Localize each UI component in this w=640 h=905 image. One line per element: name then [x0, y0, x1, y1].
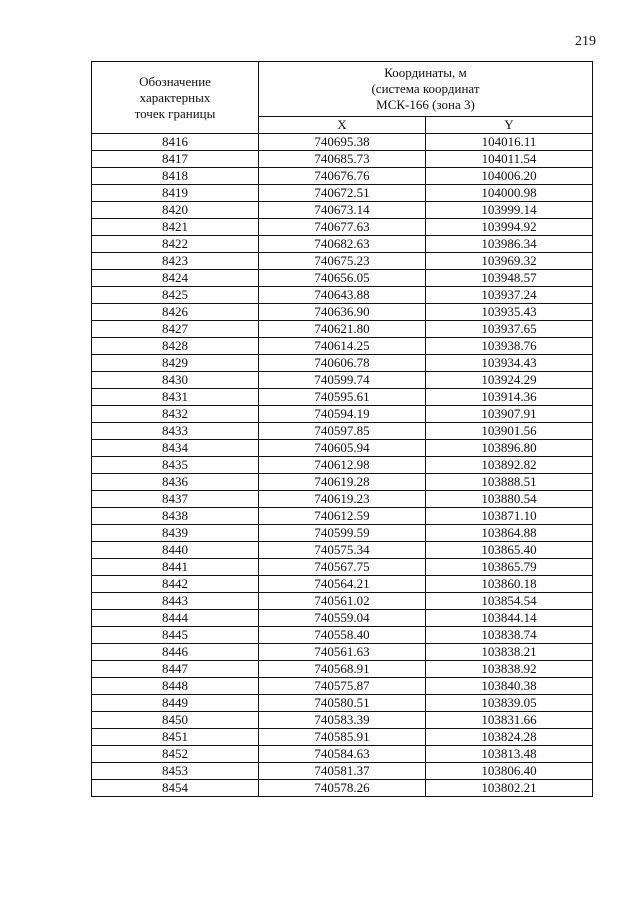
- y-coordinate-cell: 103948.57: [426, 270, 593, 287]
- y-coordinate-cell: 103994.92: [426, 219, 593, 236]
- point-id-cell: 8441: [92, 559, 259, 576]
- y-coordinate-cell: 103860.18: [426, 576, 593, 593]
- table-row: [92, 372, 593, 389]
- table-row: [92, 338, 593, 355]
- table-row: [92, 321, 593, 338]
- x-coordinate-cell: 740614.25: [259, 338, 426, 355]
- y-coordinate-cell: 103892.82: [426, 457, 593, 474]
- y-coordinate-cell: 104016.11: [426, 134, 593, 151]
- x-coordinate-cell: 740599.74: [259, 372, 426, 389]
- y-coordinate-cell: 103937.65: [426, 321, 593, 338]
- y-coordinate-cell: 103986.34: [426, 236, 593, 253]
- x-coordinate-cell: 740677.63: [259, 219, 426, 236]
- table-row: [92, 525, 593, 542]
- point-id-cell: 8422: [92, 236, 259, 253]
- table-row: [92, 270, 593, 287]
- table-row: [92, 287, 593, 304]
- point-id-cell: 8450: [92, 712, 259, 729]
- y-coordinate-cell: 103914.36: [426, 389, 593, 406]
- table-row: [92, 406, 593, 423]
- table-row: [92, 610, 593, 627]
- table-row: [92, 202, 593, 219]
- table-row: [92, 746, 593, 763]
- x-coordinate-cell: 740619.28: [259, 474, 426, 491]
- y-coordinate-cell: 103839.05: [426, 695, 593, 712]
- y-coordinate-cell: 103838.92: [426, 661, 593, 678]
- header-y: Y: [426, 117, 593, 134]
- table-body: [92, 134, 593, 797]
- x-coordinate-cell: 740612.59: [259, 508, 426, 525]
- point-id-cell: 8444: [92, 610, 259, 627]
- y-coordinate-cell: 103938.76: [426, 338, 593, 355]
- y-coordinate-cell: 103999.14: [426, 202, 593, 219]
- point-id-cell: 8428: [92, 338, 259, 355]
- table-header-row: [92, 62, 593, 117]
- table-row: [92, 644, 593, 661]
- page-number: 219: [575, 34, 596, 49]
- x-coordinate-cell: 740605.94: [259, 440, 426, 457]
- x-coordinate-cell: 740585.91: [259, 729, 426, 746]
- x-coordinate-cell: 740595.61: [259, 389, 426, 406]
- table-row: [92, 491, 593, 508]
- point-id-cell: 8440: [92, 542, 259, 559]
- y-coordinate-cell: 103854.54: [426, 593, 593, 610]
- x-coordinate-cell: 740561.02: [259, 593, 426, 610]
- x-coordinate-cell: 740673.14: [259, 202, 426, 219]
- y-coordinate-cell: 103880.54: [426, 491, 593, 508]
- table-row: [92, 559, 593, 576]
- x-coordinate-cell: 740578.26: [259, 780, 426, 797]
- point-id-cell: 8445: [92, 627, 259, 644]
- x-coordinate-cell: 740575.87: [259, 678, 426, 695]
- y-coordinate-cell: 103864.88: [426, 525, 593, 542]
- x-coordinate-cell: 740675.23: [259, 253, 426, 270]
- x-coordinate-cell: 740597.85: [259, 423, 426, 440]
- point-id-cell: 8420: [92, 202, 259, 219]
- point-id-cell: 8432: [92, 406, 259, 423]
- table-row: [92, 236, 593, 253]
- y-coordinate-cell: 103934.43: [426, 355, 593, 372]
- x-coordinate-cell: 740643.88: [259, 287, 426, 304]
- y-coordinate-cell: 103813.48: [426, 746, 593, 763]
- x-coordinate-cell: 740575.34: [259, 542, 426, 559]
- table-row: [92, 389, 593, 406]
- y-coordinate-cell: 103802.21: [426, 780, 593, 797]
- x-coordinate-cell: 740567.75: [259, 559, 426, 576]
- y-coordinate-cell: 103844.14: [426, 610, 593, 627]
- point-id-cell: 8423: [92, 253, 259, 270]
- y-coordinate-cell: 103935.43: [426, 304, 593, 321]
- point-id-cell: 8431: [92, 389, 259, 406]
- table-row: [92, 661, 593, 678]
- x-coordinate-cell: 740561.63: [259, 644, 426, 661]
- x-coordinate-cell: 740599.59: [259, 525, 426, 542]
- point-id-cell: 8416: [92, 134, 259, 151]
- point-id-cell: 8449: [92, 695, 259, 712]
- table-row: [92, 134, 593, 151]
- table-row: [92, 457, 593, 474]
- point-id-cell: 8425: [92, 287, 259, 304]
- y-coordinate-cell: 103937.24: [426, 287, 593, 304]
- point-id-cell: 8439: [92, 525, 259, 542]
- point-id-cell: 8421: [92, 219, 259, 236]
- table-row: [92, 712, 593, 729]
- x-coordinate-cell: 740583.39: [259, 712, 426, 729]
- y-coordinate-cell: 104011.54: [426, 151, 593, 168]
- x-coordinate-cell: 740636.90: [259, 304, 426, 321]
- table-row: [92, 780, 593, 797]
- point-id-cell: 8429: [92, 355, 259, 372]
- point-id-cell: 8453: [92, 763, 259, 780]
- y-coordinate-cell: 103838.21: [426, 644, 593, 661]
- table-row: [92, 253, 593, 270]
- point-id-cell: 8452: [92, 746, 259, 763]
- x-coordinate-cell: 740568.91: [259, 661, 426, 678]
- table-row: [92, 576, 593, 593]
- y-coordinate-cell: 103865.79: [426, 559, 593, 576]
- x-coordinate-cell: 740621.80: [259, 321, 426, 338]
- x-coordinate-cell: 740606.78: [259, 355, 426, 372]
- table-row: [92, 593, 593, 610]
- point-id-cell: 8454: [92, 780, 259, 797]
- table-row: [92, 678, 593, 695]
- x-coordinate-cell: 740580.51: [259, 695, 426, 712]
- y-coordinate-cell: 103871.10: [426, 508, 593, 525]
- table-row: [92, 763, 593, 780]
- coordinates-table: [91, 61, 593, 797]
- point-id-cell: 8447: [92, 661, 259, 678]
- point-id-cell: 8448: [92, 678, 259, 695]
- y-coordinate-cell: 103969.32: [426, 253, 593, 270]
- x-coordinate-cell: 740612.98: [259, 457, 426, 474]
- y-coordinate-cell: 103865.40: [426, 542, 593, 559]
- table-row: [92, 185, 593, 202]
- point-id-cell: 8442: [92, 576, 259, 593]
- table-row: [92, 219, 593, 236]
- point-id-cell: 8427: [92, 321, 259, 338]
- point-id-cell: 8451: [92, 729, 259, 746]
- point-id-cell: 8443: [92, 593, 259, 610]
- point-id-cell: 8418: [92, 168, 259, 185]
- table-row: [92, 474, 593, 491]
- header-coordinates: Координаты, м (система координат МСК-166 (зона 3): [259, 62, 593, 117]
- table-row: [92, 304, 593, 321]
- x-coordinate-cell: 740695.38: [259, 134, 426, 151]
- point-id-cell: 8434: [92, 440, 259, 457]
- point-id-cell: 8438: [92, 508, 259, 525]
- point-id-cell: 8426: [92, 304, 259, 321]
- table-row: [92, 423, 593, 440]
- y-coordinate-cell: 103907.91: [426, 406, 593, 423]
- x-coordinate-cell: 740682.63: [259, 236, 426, 253]
- x-coordinate-cell: 740672.51: [259, 185, 426, 202]
- point-id-cell: 8435: [92, 457, 259, 474]
- point-id-cell: 8437: [92, 491, 259, 508]
- y-coordinate-cell: 104006.20: [426, 168, 593, 185]
- y-coordinate-cell: 103840.38: [426, 678, 593, 695]
- x-coordinate-cell: 740619.23: [259, 491, 426, 508]
- header-point-designation: Обозначение характерных точек границы: [92, 62, 259, 134]
- table-row: [92, 627, 593, 644]
- x-coordinate-cell: 740676.76: [259, 168, 426, 185]
- header-x: X: [259, 117, 426, 134]
- point-id-cell: 8446: [92, 644, 259, 661]
- x-coordinate-cell: 740594.19: [259, 406, 426, 423]
- x-coordinate-cell: 740559.04: [259, 610, 426, 627]
- table-row: [92, 542, 593, 559]
- y-coordinate-cell: 103901.56: [426, 423, 593, 440]
- point-id-cell: 8430: [92, 372, 259, 389]
- y-coordinate-cell: 103896.80: [426, 440, 593, 457]
- point-id-cell: 8417: [92, 151, 259, 168]
- y-coordinate-cell: 103831.66: [426, 712, 593, 729]
- x-coordinate-cell: 740564.21: [259, 576, 426, 593]
- point-id-cell: 8424: [92, 270, 259, 287]
- point-id-cell: 8436: [92, 474, 259, 491]
- point-id-cell: 8433: [92, 423, 259, 440]
- x-coordinate-cell: 740584.63: [259, 746, 426, 763]
- x-coordinate-cell: 740656.05: [259, 270, 426, 287]
- x-coordinate-cell: 740558.40: [259, 627, 426, 644]
- table-row: [92, 355, 593, 372]
- table-row: [92, 729, 593, 746]
- table-row: [92, 508, 593, 525]
- y-coordinate-cell: 103806.40: [426, 763, 593, 780]
- x-coordinate-cell: 740581.37: [259, 763, 426, 780]
- x-coordinate-cell: 740685.73: [259, 151, 426, 168]
- table-row: [92, 440, 593, 457]
- y-coordinate-cell: 103888.51: [426, 474, 593, 491]
- table-row: [92, 168, 593, 185]
- y-coordinate-cell: 103838.74: [426, 627, 593, 644]
- y-coordinate-cell: 103824.28: [426, 729, 593, 746]
- point-id-cell: 8419: [92, 185, 259, 202]
- table-row: [92, 695, 593, 712]
- table-row: [92, 151, 593, 168]
- y-coordinate-cell: 103924.29: [426, 372, 593, 389]
- y-coordinate-cell: 104000.98: [426, 185, 593, 202]
